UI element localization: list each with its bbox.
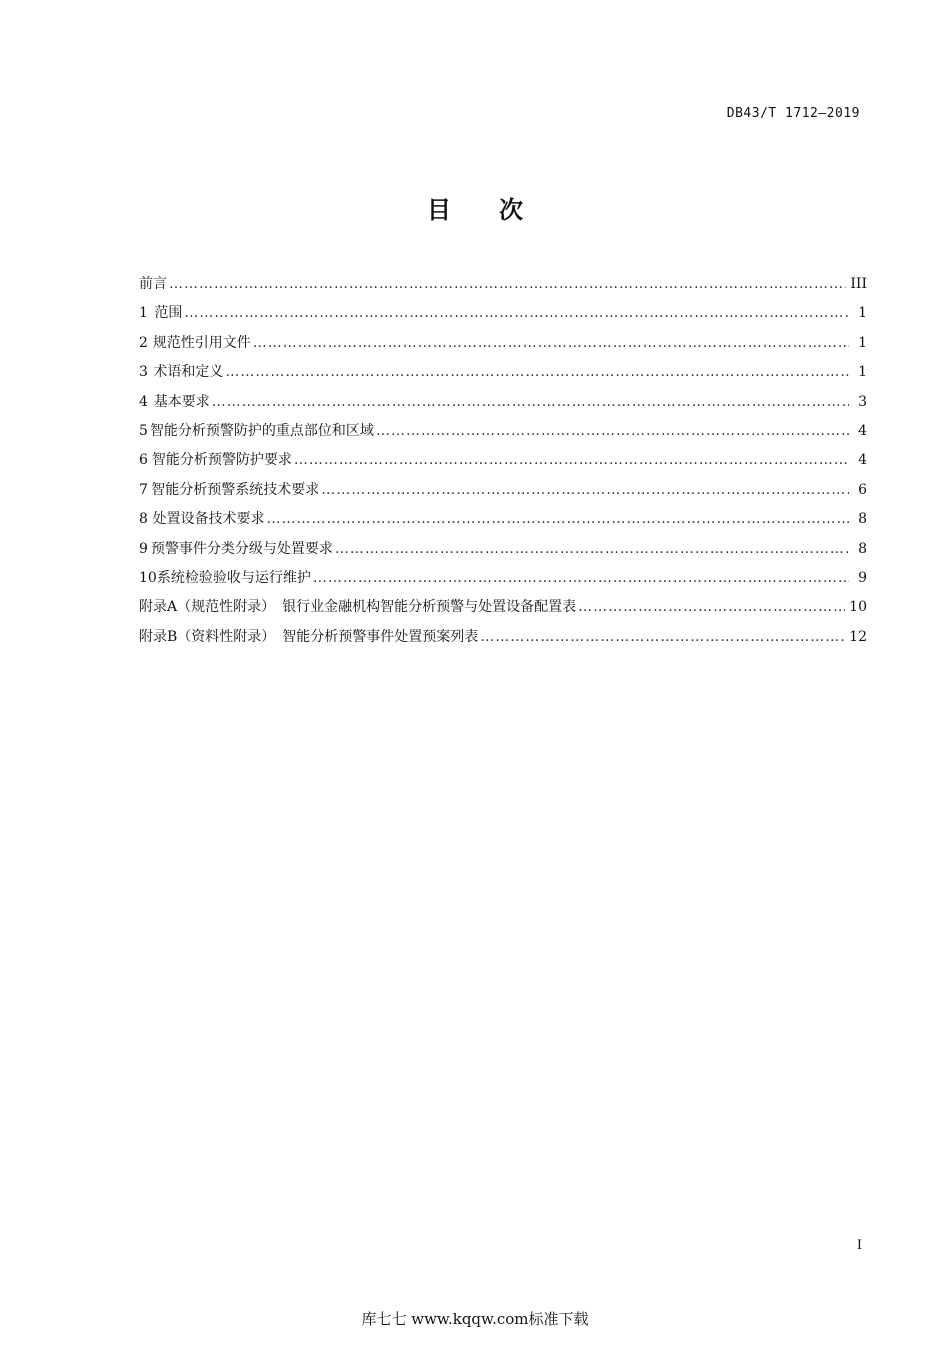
toc-entry-label: 预警事件分类分级与处置要求 [150,540,333,557]
toc-entry-label: 智能分析预警防护要求 [151,452,292,469]
toc-entry-appendix-a[interactable] [139,593,867,622]
toc-entry-label: 附录B（资料性附录） 智能分析预警事件处置预案列表 [139,628,479,645]
toc-entry-page: 8 [858,540,867,557]
toc-leader-dots [480,623,845,652]
toc-entry-label: 术语和定义 [153,364,224,381]
toc-entry-number: 7 [139,481,148,498]
toc-entry-page: 4 [858,452,867,469]
toc-entry-page: 1 [858,334,867,351]
toc-entry-appendix-b[interactable] [139,623,867,652]
toc-entry-label: 附录A（规范性附录） 银行业金融机构智能分析预警与处置设备配置表 [139,599,577,616]
toc-entry-3[interactable] [139,358,867,387]
toc-leader-dots [321,476,849,505]
toc-entry-5[interactable] [139,417,867,446]
toc-leader-dots [184,299,849,328]
toc-leader-dots [335,535,849,564]
toc-entry-page: 4 [858,422,867,439]
toc-entry-foreword[interactable] [139,270,867,299]
footer-watermark: 库七七 www.kqqw.com标准下载 [361,1310,589,1328]
standard-code: DB43/T 1712—2019 [726,106,860,121]
toc-entry-number: 8 [139,511,148,528]
toc-entry-label: 处置设备技术要求 [152,511,265,528]
toc-entry-page: III [850,276,867,292]
toc-entry-page: 3 [858,393,867,410]
toc-entry-label: 智能分析预警防护的重点部位和区域 [149,422,374,439]
toc-leader-dots [313,564,849,593]
toc-entry-2[interactable] [139,329,867,358]
toc-entry-number: 3 [139,364,148,381]
toc-leader-dots [225,358,849,387]
toc-entry-page: 8 [858,511,867,528]
toc-leader-dots [169,270,846,299]
page-number: I [856,1238,862,1253]
toc-entry-page: 6 [858,481,867,498]
toc-entry-label: 系统检验验收与运行维护 [156,569,311,586]
toc-entry-number: 4 [139,393,148,410]
toc-entry-7[interactable] [139,476,867,505]
toc-leader-dots [294,446,849,475]
toc-entry-number: 10 [139,569,157,586]
toc-entry-number: 6 [139,452,148,469]
toc-entry-6[interactable] [139,446,867,475]
toc-entry-4[interactable] [139,388,867,417]
toc-entry-number: 9 [139,540,148,557]
table-of-contents [139,270,867,652]
toc-entry-page: 9 [858,569,867,586]
toc-leader-dots [376,417,849,446]
toc-entry-number: 2 [139,334,148,351]
toc-entry-1[interactable] [139,299,867,328]
toc-entry-number: 5 [139,422,148,439]
toc-entry-9[interactable] [139,535,867,564]
toc-entry-page: 1 [858,305,867,322]
toc-leader-dots [212,388,849,417]
toc-entry-page: 1 [858,364,867,381]
toc-entry-label: 基本要求 [153,393,210,410]
toc-entry-page: 10 [849,599,867,616]
toc-entry-label: 前言 [139,276,167,292]
toc-entry-8[interactable] [139,505,867,534]
toc-entry-label: 规范性引用文件 [152,334,251,351]
toc-entry-number: 1 [139,305,148,322]
toc-entry-page: 12 [849,628,867,645]
toc-leader-dots [253,329,849,358]
toc-entry-label: 范围 [154,305,183,322]
toc-leader-dots [266,505,849,534]
toc-leader-dots [578,593,845,622]
toc-entry-10[interactable] [139,564,867,593]
toc-entry-label: 智能分析预警系统技术要求 [151,481,320,498]
page-title: 目 次 [427,196,523,224]
